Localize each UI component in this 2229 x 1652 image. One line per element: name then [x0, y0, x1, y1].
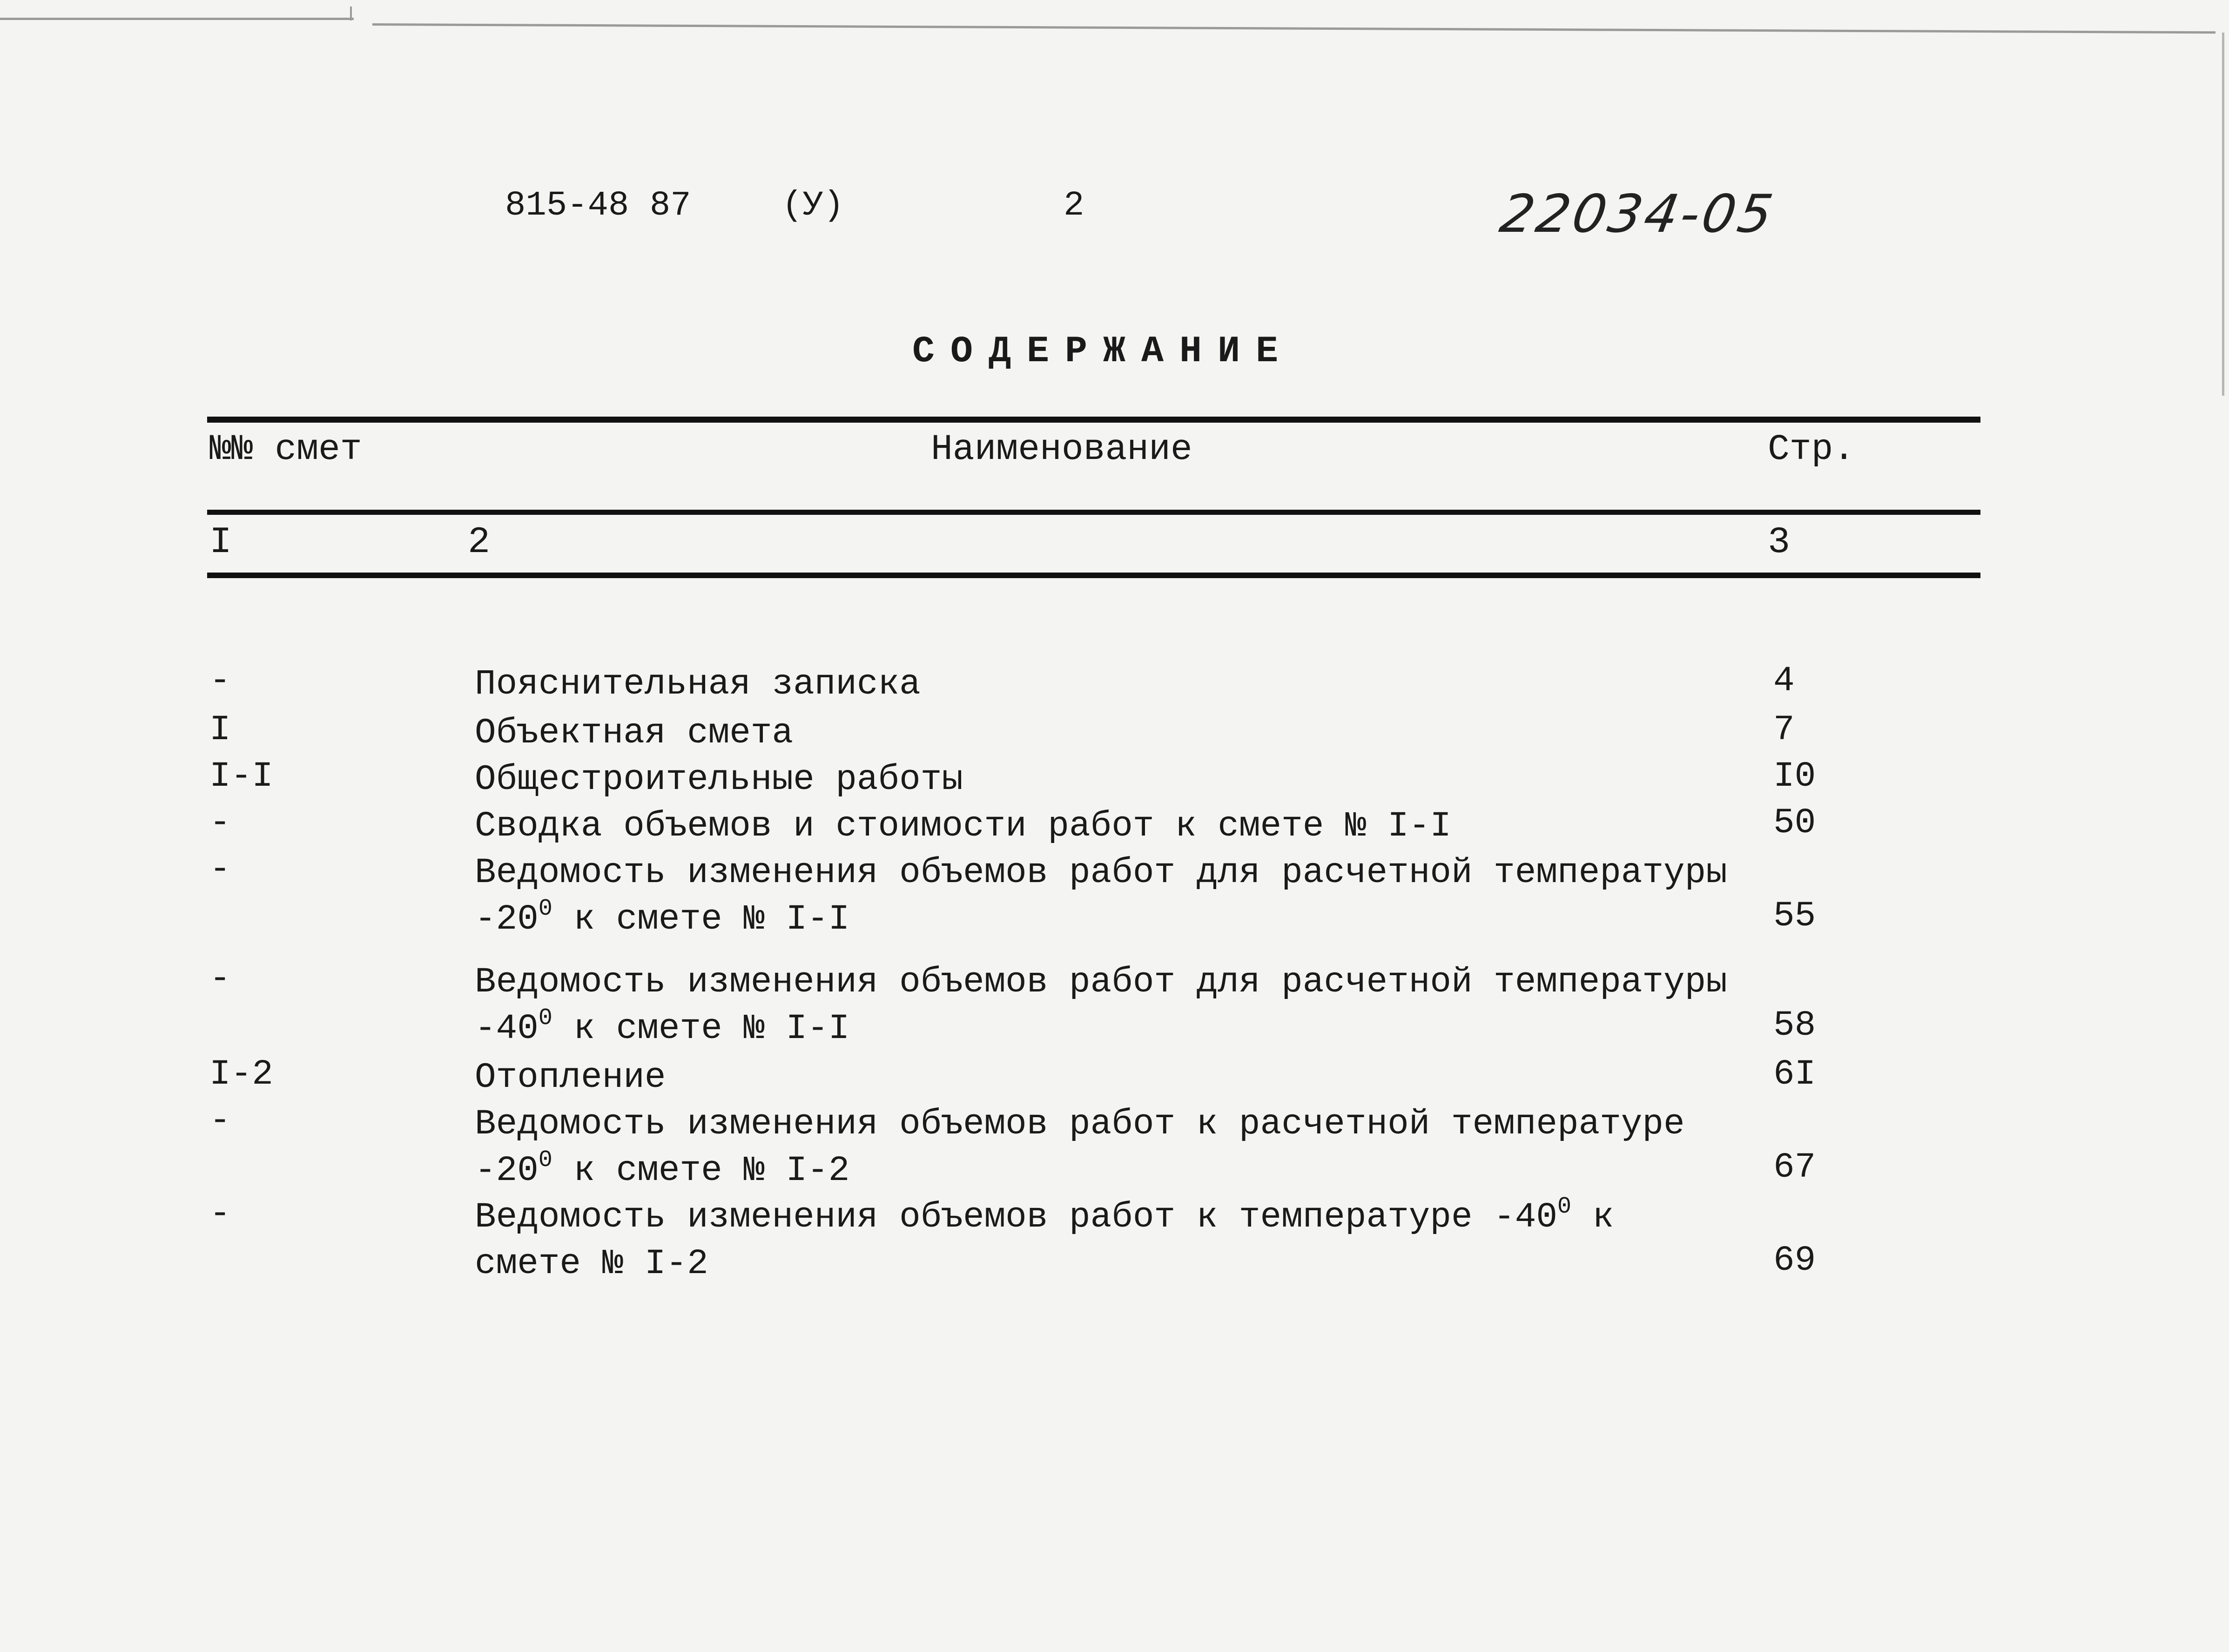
row-name [475, 850, 1727, 943]
row-page: 7 [1773, 710, 1795, 750]
row-name [475, 1194, 1614, 1287]
row-name-line-1: Ведомость изменения объемов работ к температуре $-40^0$ к [475, 1193, 1614, 1237]
row-name-line-2: $-40^0$ к смете № I-I [475, 1005, 850, 1049]
row-name [475, 1101, 1685, 1194]
row-estimate-number: - [209, 1101, 231, 1141]
table-rule-bottom [207, 573, 1980, 578]
row-name: Объектная смета [475, 713, 794, 753]
row-page: 50 [1773, 803, 1816, 843]
row-page: I0 [1773, 756, 1816, 796]
handwritten-inventory-number: 22034-05 [1495, 184, 1780, 244]
column-number-2: 2 [468, 521, 491, 564]
page-title: СОДЕРЖАНИЕ [912, 330, 1294, 373]
row-page: 4 [1773, 661, 1795, 701]
page-number: 2 [1064, 186, 1084, 225]
document-code: 815-48 87 [505, 186, 691, 225]
row-name: Пояснительная записка [475, 664, 921, 704]
column-number-1: I [209, 521, 232, 564]
row-estimate-number: - [209, 803, 231, 843]
column-header-estimate-number: №№ смет [209, 429, 362, 470]
row-page: 58 [1773, 1005, 1816, 1045]
column-header-name: Наименование [931, 429, 1192, 470]
column-number-3: 3 [1768, 521, 1791, 564]
row-name-line-1: Ведомость изменения объемов работ для расчетной температуры [475, 853, 1727, 893]
row-name: Отопление [475, 1058, 666, 1098]
row-estimate-number: - [209, 1194, 231, 1234]
row-page: 6I [1773, 1054, 1816, 1094]
row-estimate-number: I [209, 710, 231, 750]
row-name-line-1: Ведомость изменения объемов работ к расчетной температуре [475, 1104, 1685, 1144]
row-name-line-2: $-20^0$ к смете № I-I [475, 896, 850, 939]
row-estimate-number: I-2 [209, 1054, 273, 1094]
column-header-page: Стр. [1768, 429, 1855, 470]
document-flag: (У) [782, 186, 844, 225]
row-estimate-number: - [209, 661, 231, 701]
scan-edge-line [372, 23, 2216, 34]
scan-edge-line [0, 18, 354, 20]
scan-edge-line [2222, 33, 2224, 396]
row-page: 55 [1773, 896, 1816, 936]
row-name-line-1: Ведомость изменения объемов работ для расчетной температуры [475, 962, 1727, 1002]
row-name-line-2: смете № I-2 [475, 1244, 708, 1284]
row-name: Общестроительные работы [475, 760, 963, 800]
row-name: Сводка объемов и стоимости работ к смете № I-I [475, 806, 1451, 846]
row-page: 67 [1773, 1147, 1816, 1187]
table-rule-middle [207, 510, 1980, 515]
row-page: 69 [1773, 1241, 1816, 1281]
row-estimate-number: - [209, 850, 231, 890]
scan-edge-tick [350, 7, 352, 20]
row-estimate-number: I-I [209, 756, 273, 796]
row-name [475, 959, 1727, 1052]
row-estimate-number: - [209, 959, 231, 999]
table-rule-top [207, 417, 1980, 423]
row-name-line-2: $-20^0$ к смете № I-2 [475, 1147, 850, 1191]
